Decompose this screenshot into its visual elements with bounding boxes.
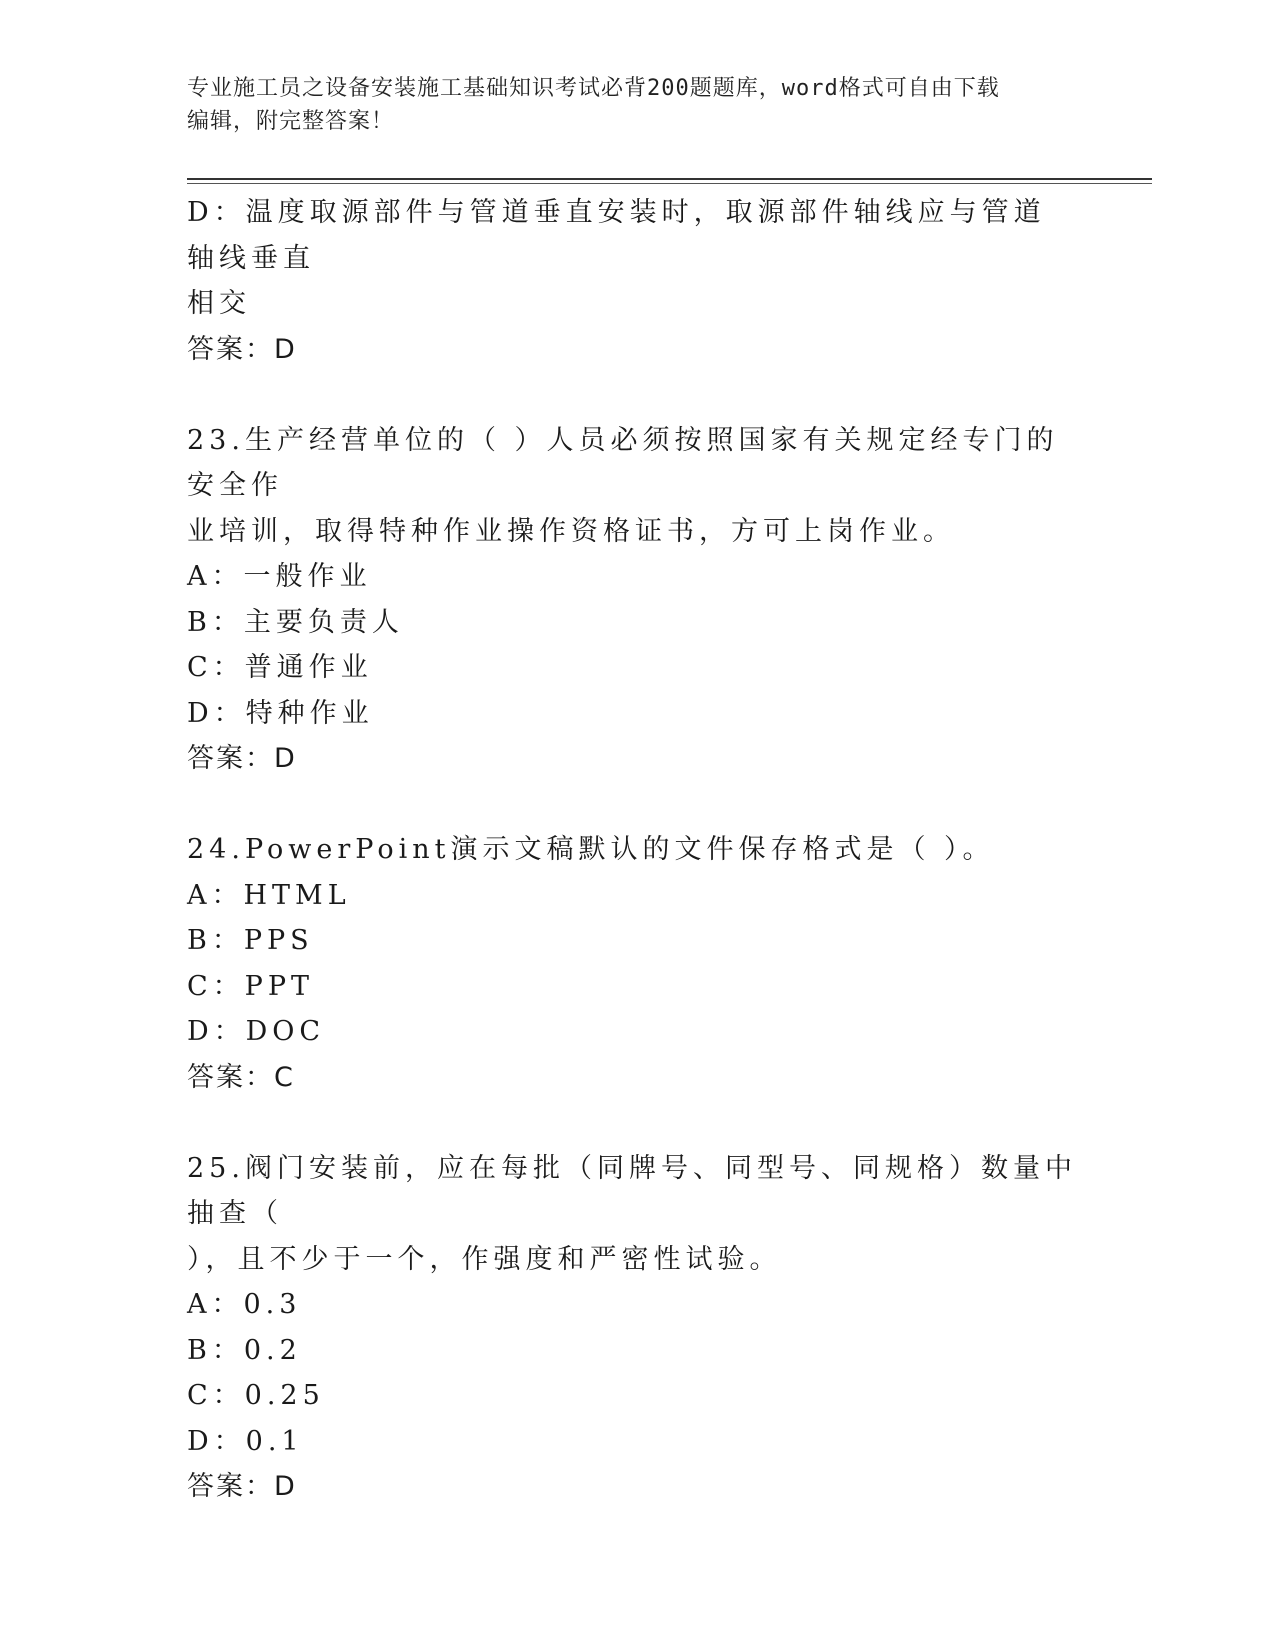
option-d: D：温度取源部件与管道垂直安装时，取源部件轴线应与管道轴线垂直 bbox=[187, 197, 1046, 274]
question-23 bbox=[187, 418, 1077, 782]
option-b: B：主要负责人 bbox=[187, 606, 404, 638]
option-c: C：普通作业 bbox=[187, 652, 373, 683]
option-d-continued: 相交 bbox=[187, 288, 251, 319]
option-a: A：0.3 bbox=[187, 1289, 302, 1320]
header-divider-thick bbox=[187, 178, 1152, 180]
document-header bbox=[187, 72, 1067, 138]
option-d: D：0.1 bbox=[187, 1425, 304, 1457]
question-stem: 23.生产经营单位的（ ）人员必须按照国家有关规定经专门的安全作 bbox=[187, 424, 1059, 501]
document-body bbox=[187, 190, 1077, 1510]
option-b: B：0.2 bbox=[187, 1334, 302, 1366]
question-stem-continued: 业培训，取得特种作业操作资格证书，方可上岗作业。 bbox=[187, 515, 955, 547]
question-25 bbox=[187, 1146, 1077, 1510]
option-d: D：特种作业 bbox=[187, 697, 374, 729]
answer-line: 答案：D bbox=[187, 1471, 297, 1502]
question-24 bbox=[187, 827, 1077, 1100]
question-stem: 25.阀门安装前，应在每批（同牌号、同型号、同规格）数量中抽查（ bbox=[187, 1152, 1077, 1229]
spacer bbox=[187, 372, 1077, 418]
answer-line: 答案：C bbox=[187, 1061, 295, 1093]
question-stem: 24.PowerPoint演示文稿默认的文件保存格式是（ ）。 bbox=[187, 834, 995, 865]
option-d: D：DOC bbox=[187, 1016, 326, 1047]
option-c: C：0.25 bbox=[187, 1380, 325, 1411]
question-fragment bbox=[187, 190, 1077, 372]
option-b: B：PPS bbox=[187, 925, 314, 956]
header-title-line-1: 专业施工员之设备安装施工基础知识考试必背200题题库，word格式可自由下载 bbox=[187, 76, 1000, 101]
header-divider-thin bbox=[187, 183, 1152, 184]
option-c: C：PPT bbox=[187, 970, 315, 1002]
answer-line: 答案：D bbox=[187, 743, 297, 774]
header-title-line-2: 编辑，附完整答案！ bbox=[187, 109, 395, 134]
spacer bbox=[187, 1100, 1077, 1146]
answer-line: 答案：D bbox=[187, 333, 297, 365]
spacer bbox=[187, 782, 1077, 828]
question-stem-continued: ），且不少于一个，作强度和严密性试验。 bbox=[187, 1243, 782, 1275]
option-a: A：一般作业 bbox=[187, 561, 372, 592]
option-a: A：HTML bbox=[187, 879, 351, 911]
